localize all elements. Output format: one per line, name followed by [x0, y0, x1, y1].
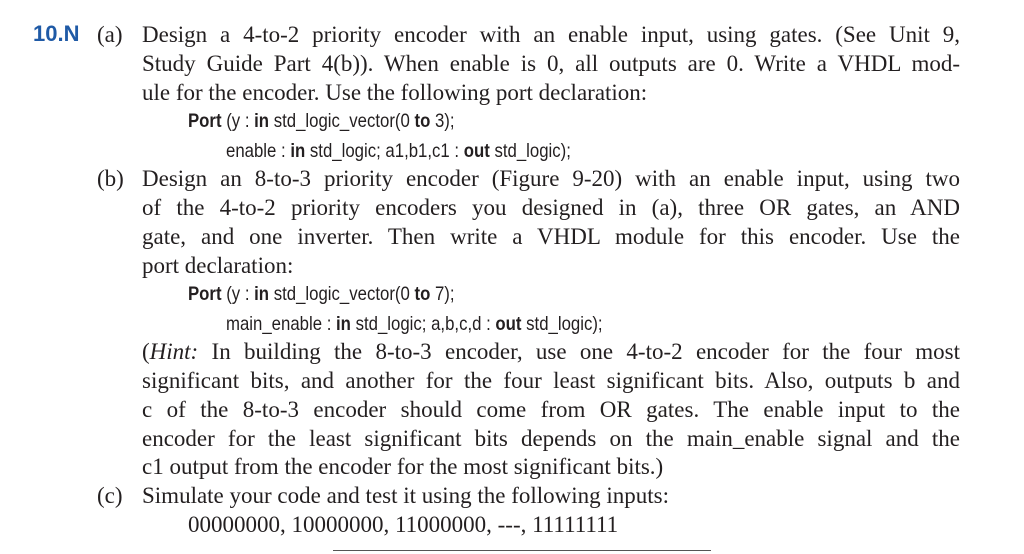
part-b-line-1: Design an 8-to-3 priority encoder (Figure 9-20) with an enable input, using two: [142, 166, 960, 191]
keyword-in: in: [336, 313, 351, 335]
hint-text: In building the 8-to-3 encoder, use one 4-to-2 encoder for the four most: [198, 339, 960, 364]
part-a-port-line-2: [226, 137, 571, 165]
hint-label: Hint:: [149, 339, 199, 364]
hint-line-2: significant bits, and another for the four least significant bits. Also, outputs b and: [142, 368, 960, 393]
part-b-line-4: port declaration:: [142, 253, 294, 278]
part-b-line-3: gate, and one inverter. Then write a VHDL module for this encoder. Use the: [142, 224, 960, 249]
hint-line-5: c1 output from the encoder for the most significant bits.): [142, 454, 664, 479]
hint-line-3: c of the 8-to-3 encoder should come from OR gates. The enable input to the: [142, 397, 960, 422]
part-a-line-1: Design a 4-to-2 priority encoder with an enable input, using gates. (See Unit 9,: [142, 22, 960, 47]
keyword-port: Port: [188, 283, 222, 305]
keyword-out: out: [463, 140, 490, 162]
code-text: 7);: [430, 283, 455, 305]
part-c-label: (c): [97, 483, 123, 508]
keyword-out: out: [495, 313, 522, 335]
code-text: std_logic; a1,b1,c1 :: [305, 140, 464, 162]
keyword-port: Port: [188, 110, 222, 132]
code-text: std_logic);: [489, 140, 571, 162]
footer-rule: [333, 550, 711, 551]
code-text: main_enable :: [226, 313, 337, 335]
code-text: std_logic);: [521, 313, 603, 335]
test-inputs-line: 00000000, 10000000, 11000000, ---, 11111111: [188, 512, 619, 537]
code-text: enable :: [226, 140, 291, 162]
part-a-label: (a): [97, 22, 123, 47]
part-b-port-line-2: [226, 310, 603, 338]
part-c-line-1: Simulate your code and test it using the following inputs:: [142, 483, 670, 508]
code-text: std_logic_vector(0: [269, 283, 415, 305]
code-text: (y :: [221, 110, 255, 132]
keyword-to: to: [414, 110, 431, 132]
problem-number: 10.N: [33, 21, 80, 46]
keyword-in: in: [254, 110, 270, 132]
part-a-port-line-1: [188, 107, 455, 135]
part-b-line-2: of the 4-to-2 priority encoders you designed in (a), three OR gates, an AND: [142, 195, 960, 220]
keyword-to: to: [414, 283, 431, 305]
part-a-line-2: Study Guide Part 4(b)). When enable is 0, all outputs are 0. Write a VHDL mod-: [142, 51, 960, 76]
part-a-line-3: ule for the encoder. Use the following port declaration:: [142, 80, 648, 105]
code-text: 3);: [430, 110, 455, 132]
part-b-label: (b): [97, 166, 124, 191]
hint-line-1: [142, 338, 960, 367]
code-text: std_logic; a,b,c,d :: [350, 313, 496, 335]
keyword-in: in: [290, 140, 306, 162]
code-text: std_logic_vector(0: [269, 110, 415, 132]
part-b-port-line-1: [188, 280, 455, 308]
keyword-in: in: [254, 283, 270, 305]
hint-line-4: encoder for the least significant bits depends on the main_enable signal and the: [142, 426, 960, 451]
code-text: (y :: [221, 283, 255, 305]
hint-open-paren: (: [142, 339, 150, 364]
